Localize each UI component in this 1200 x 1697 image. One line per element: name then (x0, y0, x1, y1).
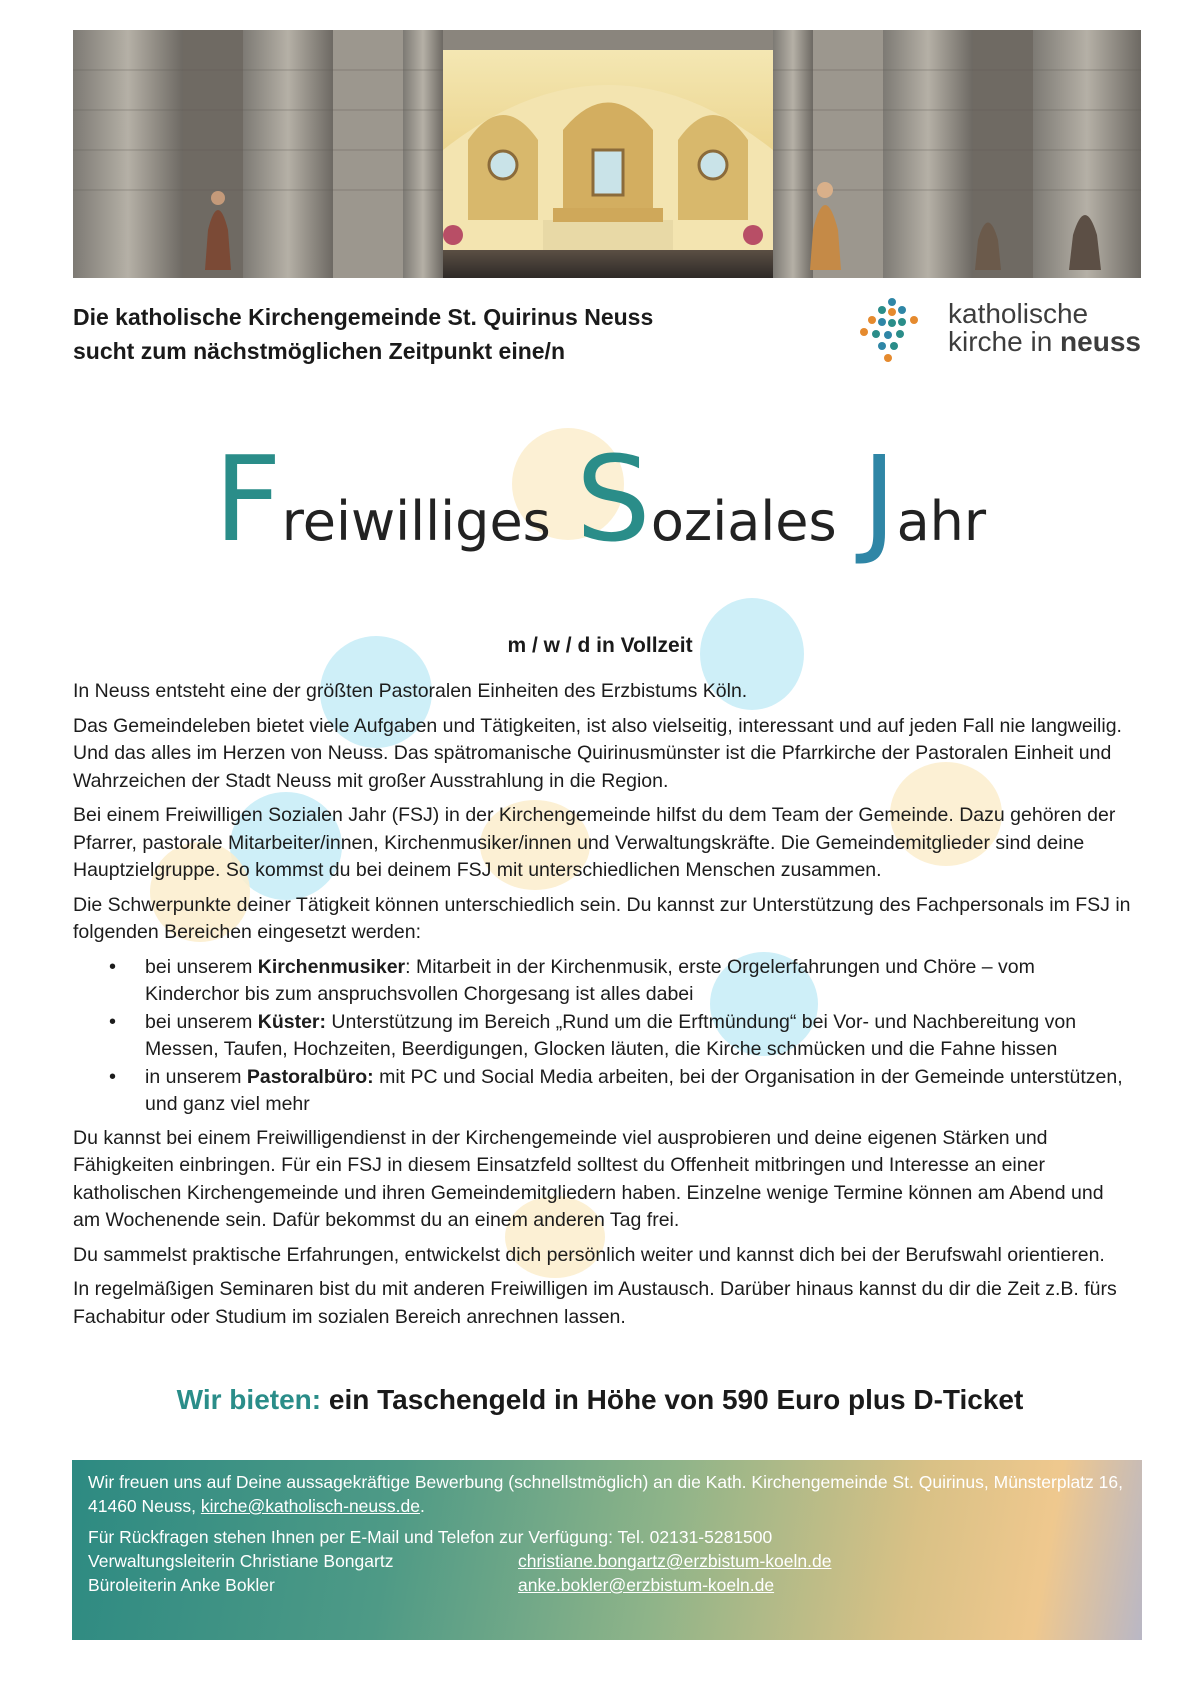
list-item-bold: Pastoralbüro: (246, 1065, 374, 1088)
list-item-text: : Mitarbeit in der Kirchenmusik, erste Orgelerfahrungen und Chöre – vom Kinderchor bis zum anspruchsvollen Chorgesang ist alles dabei (145, 955, 1035, 1005)
main-email-link[interactable]: kirche@katholisch-neuss.de (200, 1496, 420, 1516)
paragraph-7: In regelmäßigen Seminaren bist du mit anderen Freiwilligen im Austausch. Darüber hinaus kannst du dir die Zeit z.B. fürs Fachabitur oder Studium im sozialen Bereich anrechnen lassen. (73, 1278, 1117, 1328)
church-interior-photo (73, 30, 1141, 278)
logo-text (948, 300, 1141, 356)
title-cap-j: J (861, 430, 897, 568)
title-cap-s: S (575, 430, 651, 568)
logo-line-2-prefix: kirche in (948, 326, 1061, 357)
contact-1-name: Verwaltungsleiterin Christiane Bongartz (88, 1551, 394, 1571)
paragraph-5: Du kannst bei einem Freiwilligendienst in der Kirchengemeinde viel ausprobieren und deine eigenen Stärken und Fähigkeiten einbringen. Für ein FSJ in diesem Einsatzfeld solltest du Offenheit mitbringen und Interesse an einer katholischen Kirchengemeinde und ihren Gemeindemitgliedern haben. Einzelne wenige Termine können am Abend und am Wochenende sein. Dafür bekommst du an einem anderen Tag frei. (73, 1126, 1104, 1231)
list-item (145, 954, 1133, 1009)
application-text (88, 1470, 1128, 1518)
list-item (145, 1009, 1133, 1064)
logo-line-2 (948, 328, 1141, 356)
offer-label: Wir bieten: (176, 1384, 322, 1415)
contact-2-email-link[interactable]: anke.bokler@erzbistum-koeln.de (518, 1575, 775, 1595)
title-word-1 (213, 430, 551, 568)
application-line-end: . (419, 1496, 425, 1516)
list-item-bold: Kirchenmusiker (257, 955, 406, 978)
subtitle: m / w / d in Vollzeit (507, 634, 693, 657)
contact-phone-text: Für Rückfragen stehen Ihnen per E-Mail und Telefon zur Verfügung: Tel. 02131-5281500 (88, 1527, 773, 1547)
list-item-prefix: bei unserem (145, 1010, 258, 1033)
offer-line (0, 1384, 1200, 1416)
logo-dots-icon (858, 296, 928, 366)
list-item (145, 1064, 1133, 1119)
contact-2-name: Büroleiterin Anke Bokler (88, 1575, 275, 1595)
application-line: Wir freuen uns auf Deine aussagekräftige Bewerbung (schnellstmöglich) an die Kath. Kirchengemeinde St. Quirinus, Münsterplatz 16, 41460 Neuss, (88, 1472, 1123, 1516)
paragraph-2: Das Gemeindeleben bietet viele Aufgaben und Tätigkeiten, ist also vielseitig, interessant und auf jeden Fall nie langweilig. Und das alles im Herzen von Neuss. Das spätromanische Quirinusmünster ist die Pfarrkirche der Pastoralen Einheit und Wahrzeichen der Stadt Neuss mit großer Ausstrahlung in die Region. (73, 714, 1122, 792)
contact-phone-row (88, 1525, 1128, 1549)
task-list (73, 954, 1133, 1119)
title-rest-1: reiwilliges (281, 490, 551, 553)
title-word-3 (861, 430, 987, 568)
title-rest-2: oziales (650, 490, 837, 553)
title-word-2 (575, 430, 837, 568)
list-item-bold: Küster: (257, 1010, 326, 1033)
paragraph-3: Bei einem Freiwilligen Sozialen Jahr (FSJ) in der Kirchengemeinde hilfst du dem Team der Gemeinde. Dazu gehören der Pfarrer, pastorale Mitarbeiter/innen, Kirchenmusiker/innen und Verwaltungskräfte. Die Gemeindemitglieder sind deine Hauptzielgruppe. So kommst du bei deinem FSJ mit unterschiedlichen Menschen zusammen. (73, 804, 1116, 881)
offer-text: ein Taschengeld in Höhe von 590 Euro plus D-Ticket (321, 1384, 1024, 1415)
title-rest-3: ahr (896, 490, 987, 553)
paragraph-1: In Neuss entsteht eine der größten Pastoralen Einheiten des Erzbistums Köln. (73, 680, 748, 702)
title-cap-f: F (213, 430, 282, 568)
list-item-text: mit PC und Social Media arbeiten, bei der Organisation in der Gemeinde unterstützen, und ganz viel mehr (145, 1065, 1123, 1115)
contact-1-email-link[interactable]: christiane.bongartz@erzbistum-koeln.de (518, 1551, 832, 1571)
list-item-prefix: bei unserem (145, 955, 258, 978)
body-text (73, 678, 1133, 1338)
contact-row-1 (88, 1549, 1128, 1573)
list-item-prefix: in unserem (145, 1065, 247, 1088)
contact-box (72, 1460, 1142, 1640)
contact-row-2 (88, 1573, 1128, 1597)
logo-line-1: katholische (948, 298, 1089, 329)
intro-line-2: sucht zum nächstmöglichen Zeitpunkt eine/n (73, 338, 565, 364)
list-item-text: Unterstützung im Bereich „Rund um die Erftmündung“ bei Vor- und Nachbereitung von Messen, Taufen, Hochzeiten, Beerdigungen, Glocken läuten, die Kirche schmücken und die Fahne hissen (145, 1010, 1077, 1060)
logo-line-2-bold: neuss (1060, 326, 1141, 357)
contact-box-content (88, 1470, 1128, 1597)
intro-text (73, 300, 793, 368)
katholische-kirche-neuss-logo (858, 296, 1148, 366)
page-title (0, 430, 1200, 568)
paragraph-4: Die Schwerpunkte deiner Tätigkeit können unterschiedlich sein. Du kannst zur Unterstützung des Fachpersonals im FSJ in folgenden Bereichen eingesetzt werden: (73, 893, 1131, 943)
paragraph-6: Du sammelst praktische Erfahrungen, entwickelst dich persönlich weiter und kannst dich bei der Berufswahl orientieren. (73, 1243, 1105, 1266)
intro-line-1: Die katholische Kirchengemeinde St. Quirinus Neuss (73, 304, 654, 330)
